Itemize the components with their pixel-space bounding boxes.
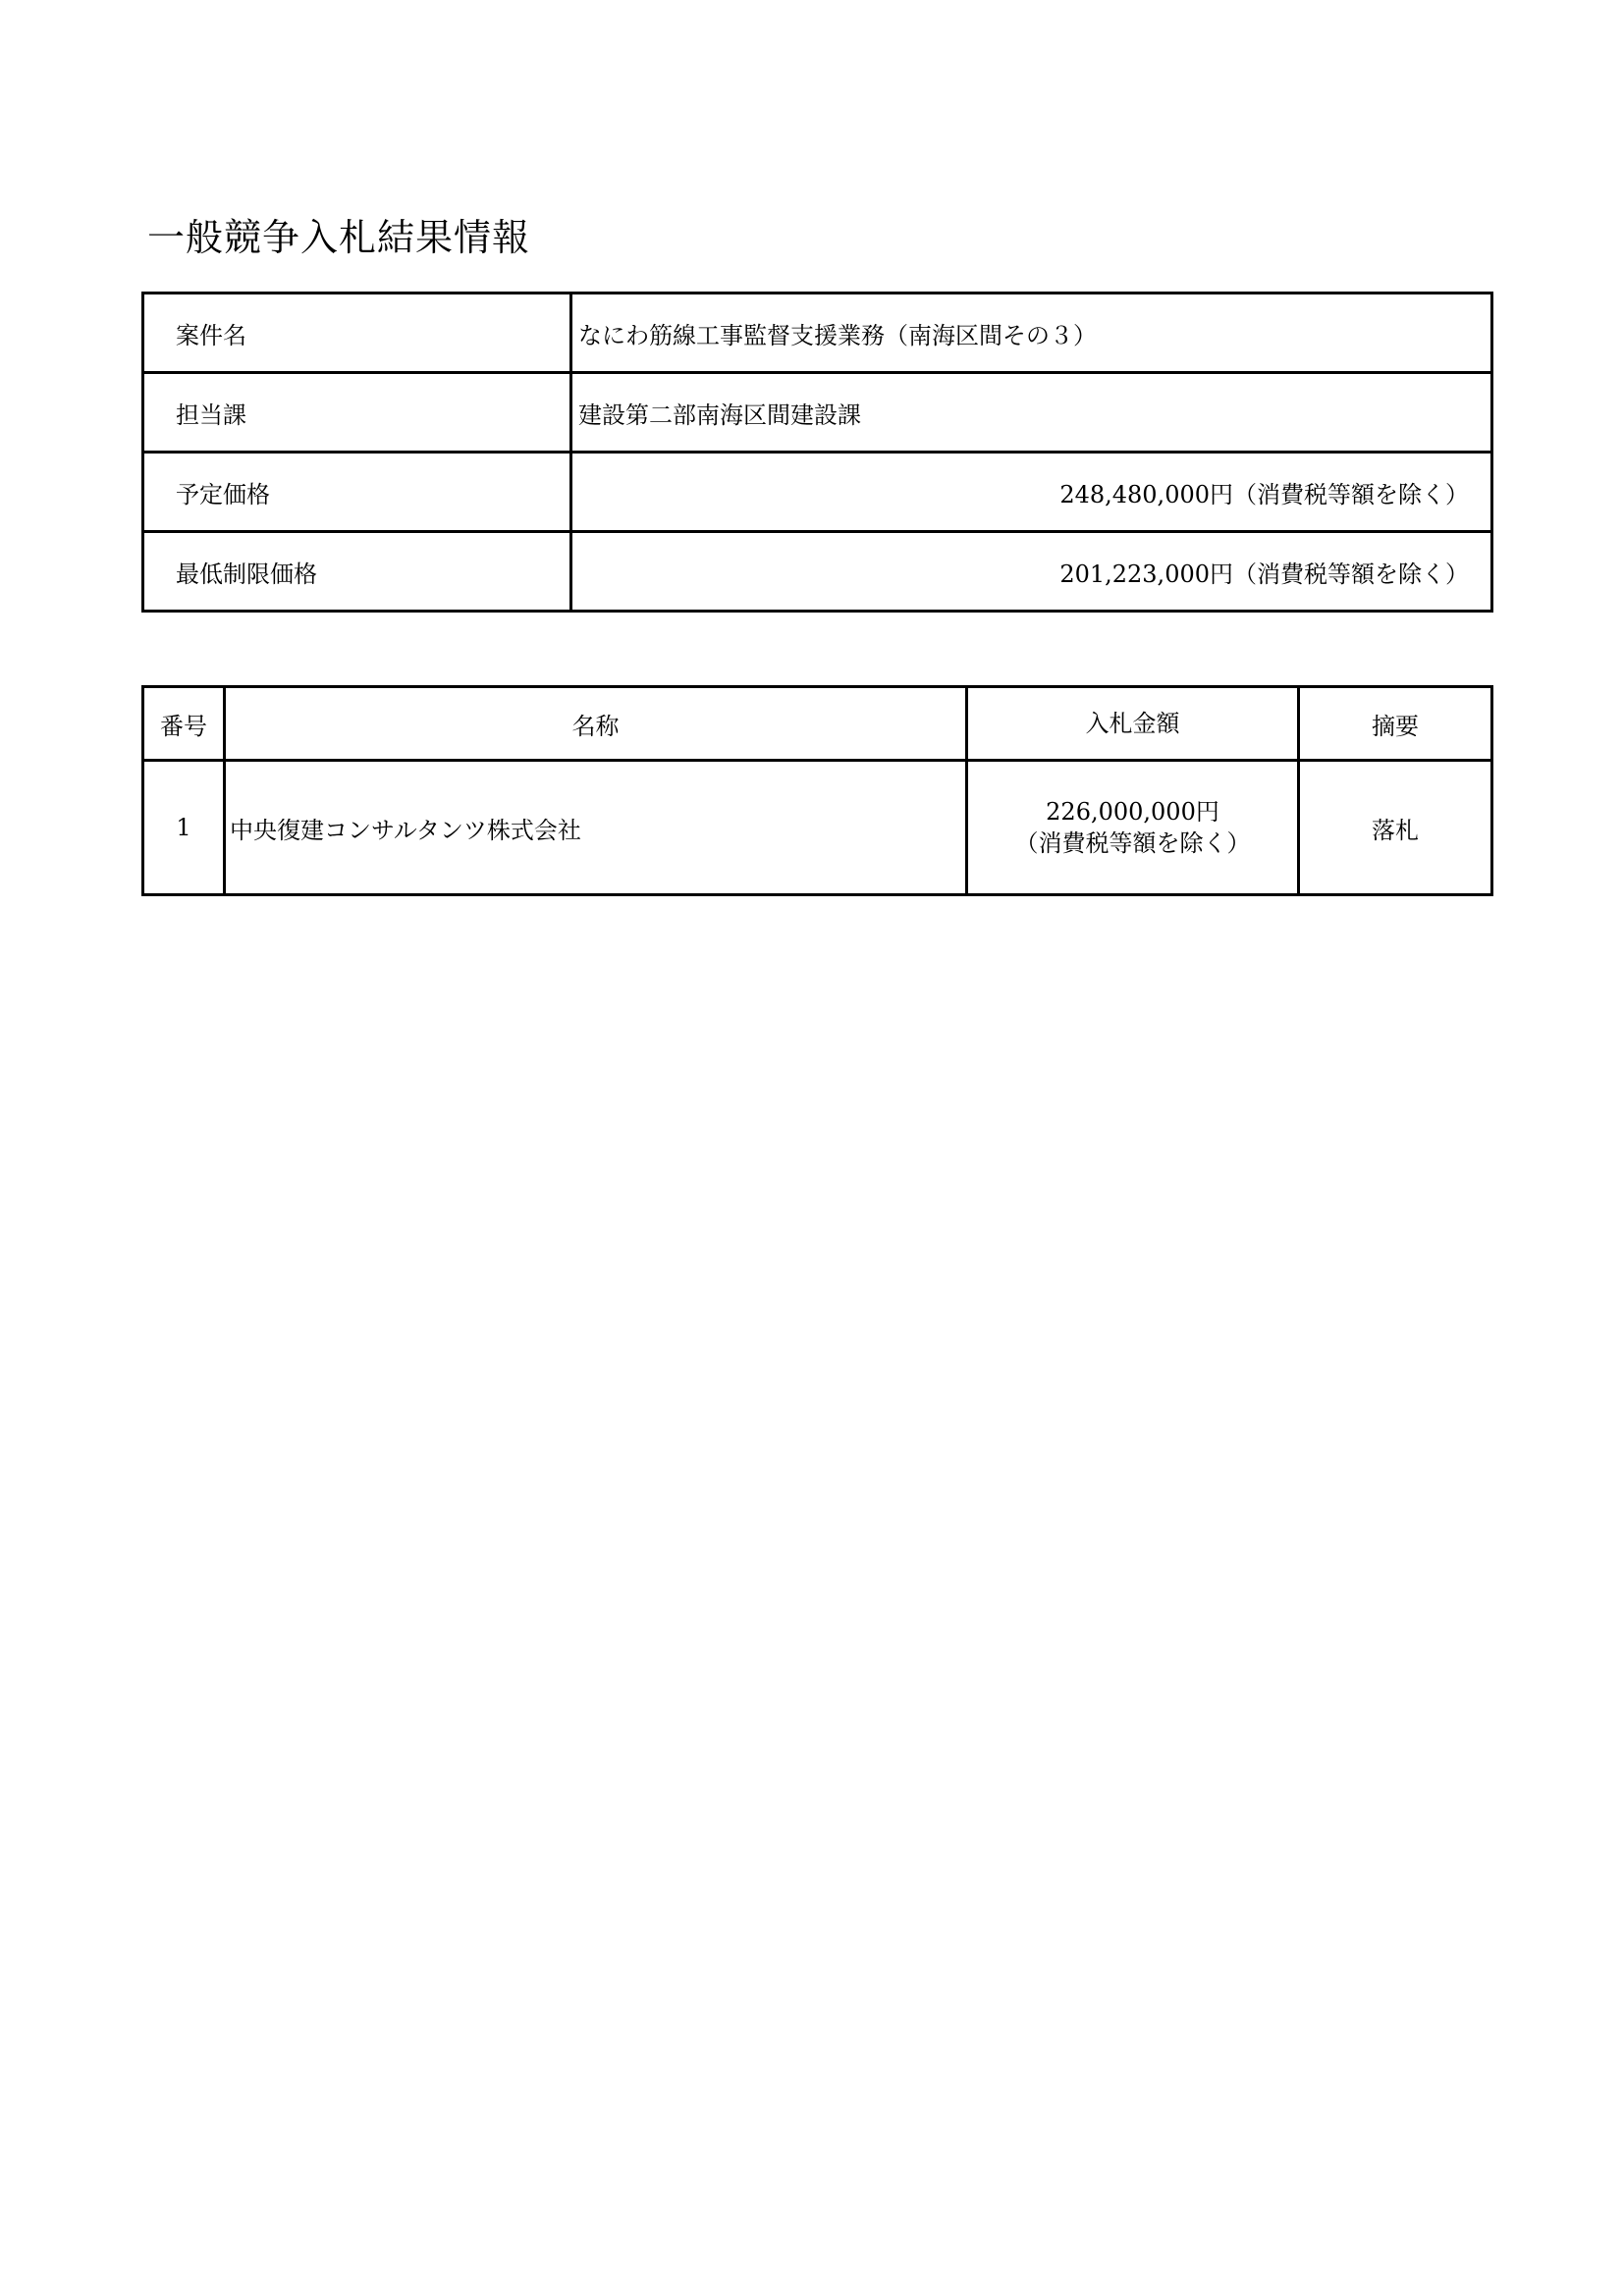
bid-amount-note: （消費税等額を除く）: [1014, 829, 1251, 857]
bid-amount: 226,000,000円: [1046, 798, 1219, 826]
header-remarks: 摘要: [1299, 687, 1492, 761]
bidder-name: 中央復建コンサルタンツ株式会社: [225, 761, 967, 895]
info-row-department: [143, 373, 1492, 453]
bid-remarks: 落札: [1299, 761, 1492, 895]
bid-results-table: [141, 685, 1493, 896]
minimum-price-value: 201,223,000円（消費税等額を除く）: [571, 532, 1492, 612]
bid-amount-cell: [967, 761, 1299, 895]
project-info-table: [141, 292, 1493, 613]
project-name-label: 案件名: [143, 294, 571, 373]
header-number: 番号: [143, 687, 225, 761]
header-name: 名称: [225, 687, 967, 761]
planned-price-label: 予定価格: [143, 453, 571, 532]
minimum-price-label: 最低制限価格: [143, 532, 571, 612]
header-amount: 入札金額: [967, 687, 1299, 761]
info-row-planned-price: [143, 453, 1492, 532]
info-row-minimum-price: [143, 532, 1492, 612]
planned-price-value: 248,480,000円（消費税等額を除く）: [571, 453, 1492, 532]
project-name-value: なにわ筋線工事監督支援業務（南海区間その３）: [571, 294, 1492, 373]
bid-number: 1: [143, 761, 225, 895]
department-label: 担当課: [143, 373, 571, 453]
info-row-project-name: [143, 294, 1492, 373]
page-title: 一般競争入札結果情報: [147, 216, 531, 259]
bid-table-header: [143, 687, 1492, 761]
table-row: [143, 761, 1492, 895]
department-value: 建設第二部南海区間建設課: [571, 373, 1492, 453]
